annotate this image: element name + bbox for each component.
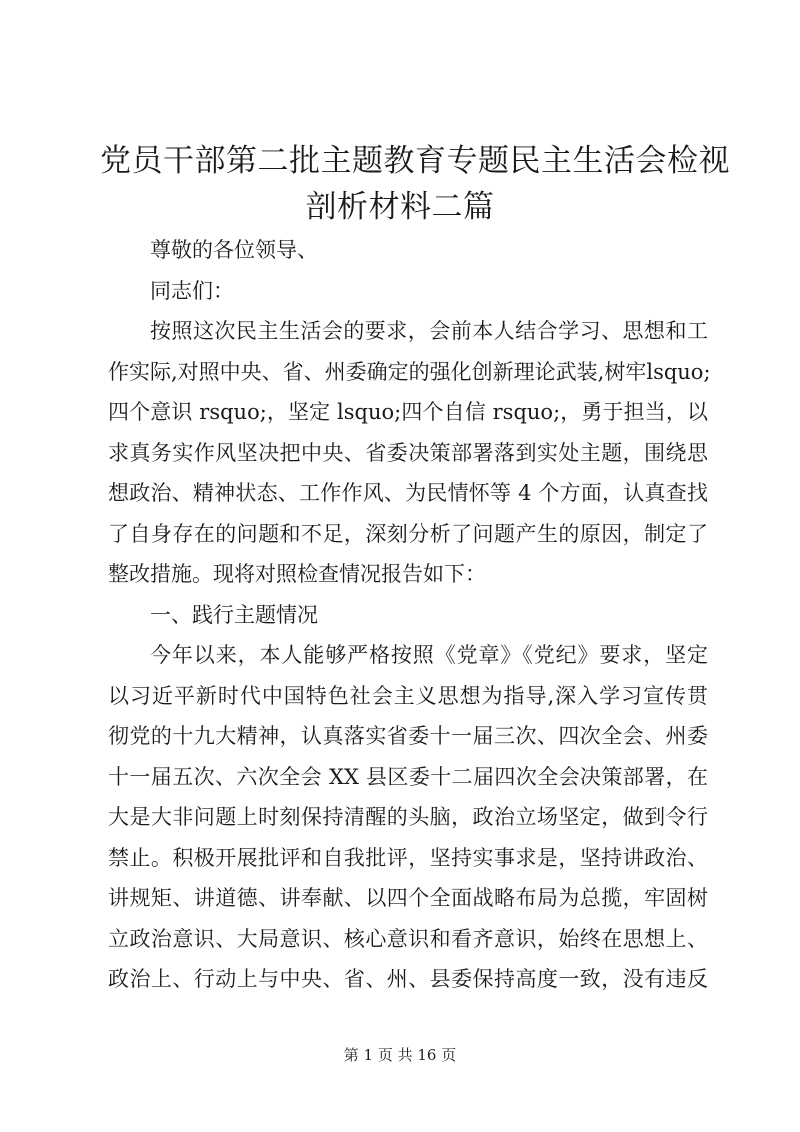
page-footer: [0, 1044, 800, 1065]
title-line: 剖析材料二篇: [305, 189, 495, 225]
paragraph-line: 大是大非问题上时刻保持清醒的头脑，政治立场坚定，做到令行: [108, 805, 708, 829]
section-heading: [108, 595, 708, 636]
paragraph-line: 禁止。积极开展批评和自我批评，坚持实事求是，坚持讲政治、: [108, 845, 708, 870]
paragraph-line: 按照这次民主生活会的要求，会前本人结合学习、思想和工: [150, 319, 708, 343]
paragraph-line: 以习近平新时代中国特色社会主义思想为指导,深入学习宣传贯: [108, 683, 708, 708]
document-body: [108, 230, 711, 1000]
paragraph-line: 求真务实作风坚决把中央、省委决策部署落到实处主题，围绕思: [108, 440, 708, 465]
section-heading-text: 一、践行主题情况: [150, 602, 318, 627]
page-number-label: 第 1 页 共 16 页: [343, 1046, 457, 1064]
paragraph-line: 立政治意识、大局意识、核心意识和看齐意识，始终在思想上、: [108, 926, 708, 951]
paragraph-line: 了自身存在的问题和不足，深刻分析了问题产生的原因，制定了: [108, 521, 708, 546]
paragraph-line: 彻党的十九大精神，认真落实省委十一届三次、四次全会、州委: [108, 724, 708, 748]
document-title: [100, 138, 730, 230]
paragraph-line: 讲规矩、讲道德、讲奉献、以四个全面战略布局为总揽，牢固树: [108, 886, 708, 910]
paragraph-intro: [108, 311, 711, 595]
paragraph-line: 整改措施。现将对照检查情况报告如下：: [108, 562, 486, 586]
title-line: 党员干部第二批主题教育专题民主生活会检视: [100, 143, 730, 179]
paragraph-line: 十一届五次、六次全会 XX 县区委十二届四次全会决策部署，在: [108, 764, 708, 789]
salutation-line: 尊敬的各位领导、: [150, 238, 318, 262]
paragraph-line: 四个意识 rsquo;，坚定 lsquo;四个自信 rsquo;，勇于担当，以: [108, 400, 708, 424]
paragraph-line: 政治上、行动上与中央、省、州、县委保持高度一致，没有违反: [108, 967, 708, 991]
paragraph-section1: [108, 635, 708, 1000]
salutation: [108, 230, 708, 311]
paragraph-line: 想政治、精神状态、工作作风、为民情怀等 4 个方面，认真查找: [108, 481, 708, 505]
salutation-line: 同志们：: [150, 278, 234, 303]
paragraph-line: 作实际,对照中央、省、州委确定的强化创新理论武装,树牢lsquo;: [108, 359, 711, 384]
paragraph-line: 今年以来，本人能够严格按照《党章》《党纪》要求，坚定: [150, 643, 708, 667]
